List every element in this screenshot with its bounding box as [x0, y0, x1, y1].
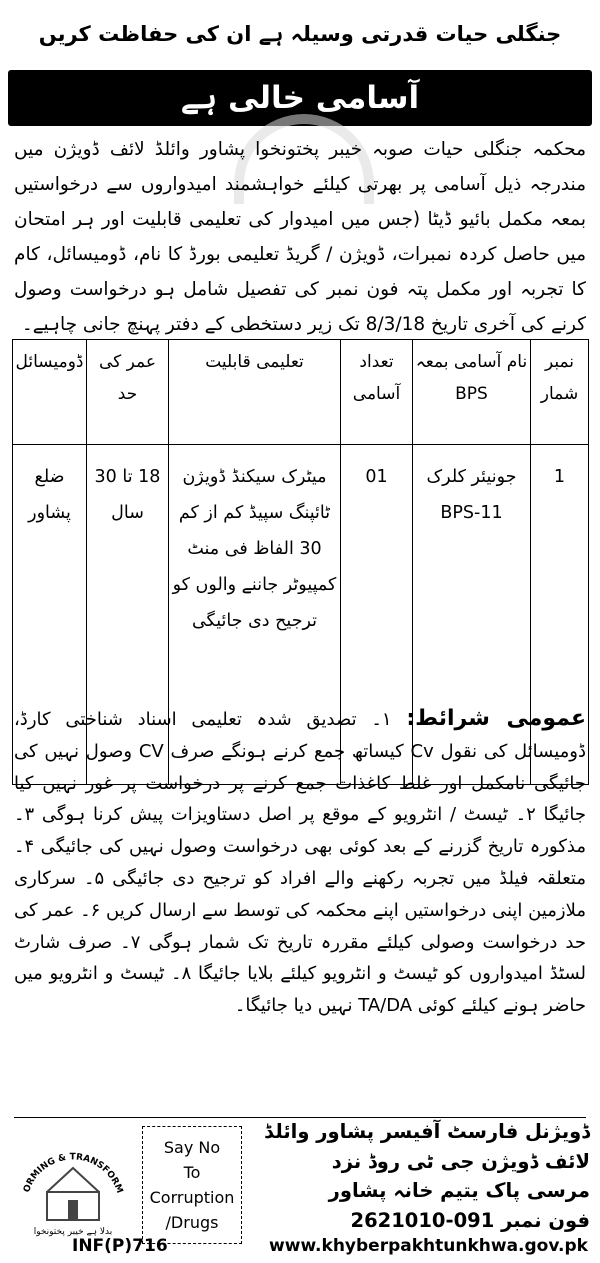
header-post-name: نام آسامی بمعہ BPS	[413, 340, 531, 445]
logo-caption: بدلا ہے خیبر پختونخوا	[33, 1227, 113, 1237]
header-serial: نمبر شمار	[531, 340, 589, 445]
svg-text:REFORMING & TRANSFORMING	[13, 1122, 124, 1195]
say-no-line: Say No	[163, 1138, 221, 1157]
cell-domicile: ضلع پشاور	[13, 445, 87, 785]
intro-paragraph: محکمہ جنگلی حیات صوبہ خیبر پختونخوا پشاور وائلڈ لائف ڈویژن میں مندرجہ ذیل آسامی پر بھرتی کیلئے خواہشمند امیدواروں سے درخواستیں بمعہ مکمل بائیو ڈیٹا (جس میں امیدوار کی تعلیمی قابلیت اور ہر امتحان میں حاصل کردہ نمبرات، ڈویژن / گریڈ تعلیمی بورڈ کا نام، ڈومیسائل، کام کا تجربہ اور مکمل پتہ فون نمبر کی تفصیل شامل ہو درخواست وصول کرنے کی آخری تاریخ 8/3/18 تک زیر دستخطی کے دفتر پہنچ جانی چاہیے۔	[14, 139, 586, 335]
conditions-heading: عمومی شرائط:	[406, 706, 586, 731]
header-age: عمر کی حد	[87, 340, 169, 445]
office-address	[244, 1117, 590, 1235]
general-conditions	[14, 703, 586, 1022]
say-no-line: /Drugs	[165, 1213, 219, 1232]
cell-age: 18 تا 30 سال	[87, 445, 169, 785]
logo-arc-text: ORMING & TRANSFORM	[22, 1152, 125, 1195]
cell-qualification: میٹرک سیکنڈ ڈویژن ٹائپنگ سپیڈ کم از کم 30 الفاظ فی منٹ کمپیوٹر جاننے والوں کو ترجیح دی جائیگی	[169, 445, 341, 785]
address-line: لائف ڈویژن جی ٹی روڈ نزد	[331, 1149, 590, 1173]
header-domicile: ڈومیسائل	[13, 340, 87, 445]
address-line: مرسی پاک یتیم خانہ پشاور	[328, 1179, 590, 1202]
banner-title: آسامی خالی ہے	[180, 80, 420, 116]
header-count: تعداد آسامی	[341, 340, 413, 445]
address-phone: فون نمبر 091-2621010	[350, 1208, 590, 1232]
say-no-line: To	[183, 1163, 201, 1182]
cell-serial: 1	[531, 445, 589, 785]
conditions-text: ۱۔ تصدیق شدہ تعلیمی اسناد شناختی کارڈ، ڈومیسائل کی نقول Cv کیساتھ جمع کرنے ہونگے صرف CV وصول نہیں کی جائیگی نامکمل اور غلط کاغذات جمع کرنے پر درخواست پر غور نہیں کیا جائیگا ۲۔ ٹیسٹ / انٹرویو کے موقع پر اصل دستاویزات پیش کرنا ہوگی ۳۔ مذکورہ تاریخ گزرنے کے بعد کوئی بھی درخواست وصول نہیں کی جائیگی ۴۔ متعلقہ فیلڈ میں تجربہ رکھنے والے افراد کو ترجیح دی جائیگی ۵۔ سرکاری ملازمین اپنی درخواستیں اپنے محکمہ کی توسط سے ارسال کریں ۶۔ عمر کی حد درخواست وصولی کیلئے مقررہ تاریخ تک شمار ہوگی ۷۔ صرف شارٹ لسٹڈ امیدواروں کو ٹیسٹ و انٹرویو کیلئے بلایا جائیگا ۸۔ ٹیسٹ و انٹرویو میں حاضر ہونے کیلئے کوئی TA/DA نہیں دیا جائیگا۔	[14, 709, 587, 1017]
kp-logo-icon	[13, 1122, 133, 1242]
slogan: جنگلی حیات قدرتی وسیلہ ہے ان کی حفاظت کریں	[38, 22, 562, 46]
cell-post-name: جونیئر کلرک BPS-11	[413, 445, 531, 785]
say-no-box	[142, 1126, 242, 1244]
say-no-line: Corruption	[149, 1188, 235, 1207]
website-url: www.khyberpakhtunkhwa.gov.pk	[269, 1236, 588, 1256]
cell-count: 01	[341, 445, 413, 785]
inf-code: INF(P)716	[72, 1236, 168, 1256]
kp-government-logo	[13, 1122, 133, 1242]
table-header-row	[13, 340, 589, 445]
header-qualification: تعلیمی قابلیت	[169, 340, 341, 445]
address-line: ڈویژنل فارسٹ آفیسر پشاور وائلڈ	[264, 1120, 590, 1143]
